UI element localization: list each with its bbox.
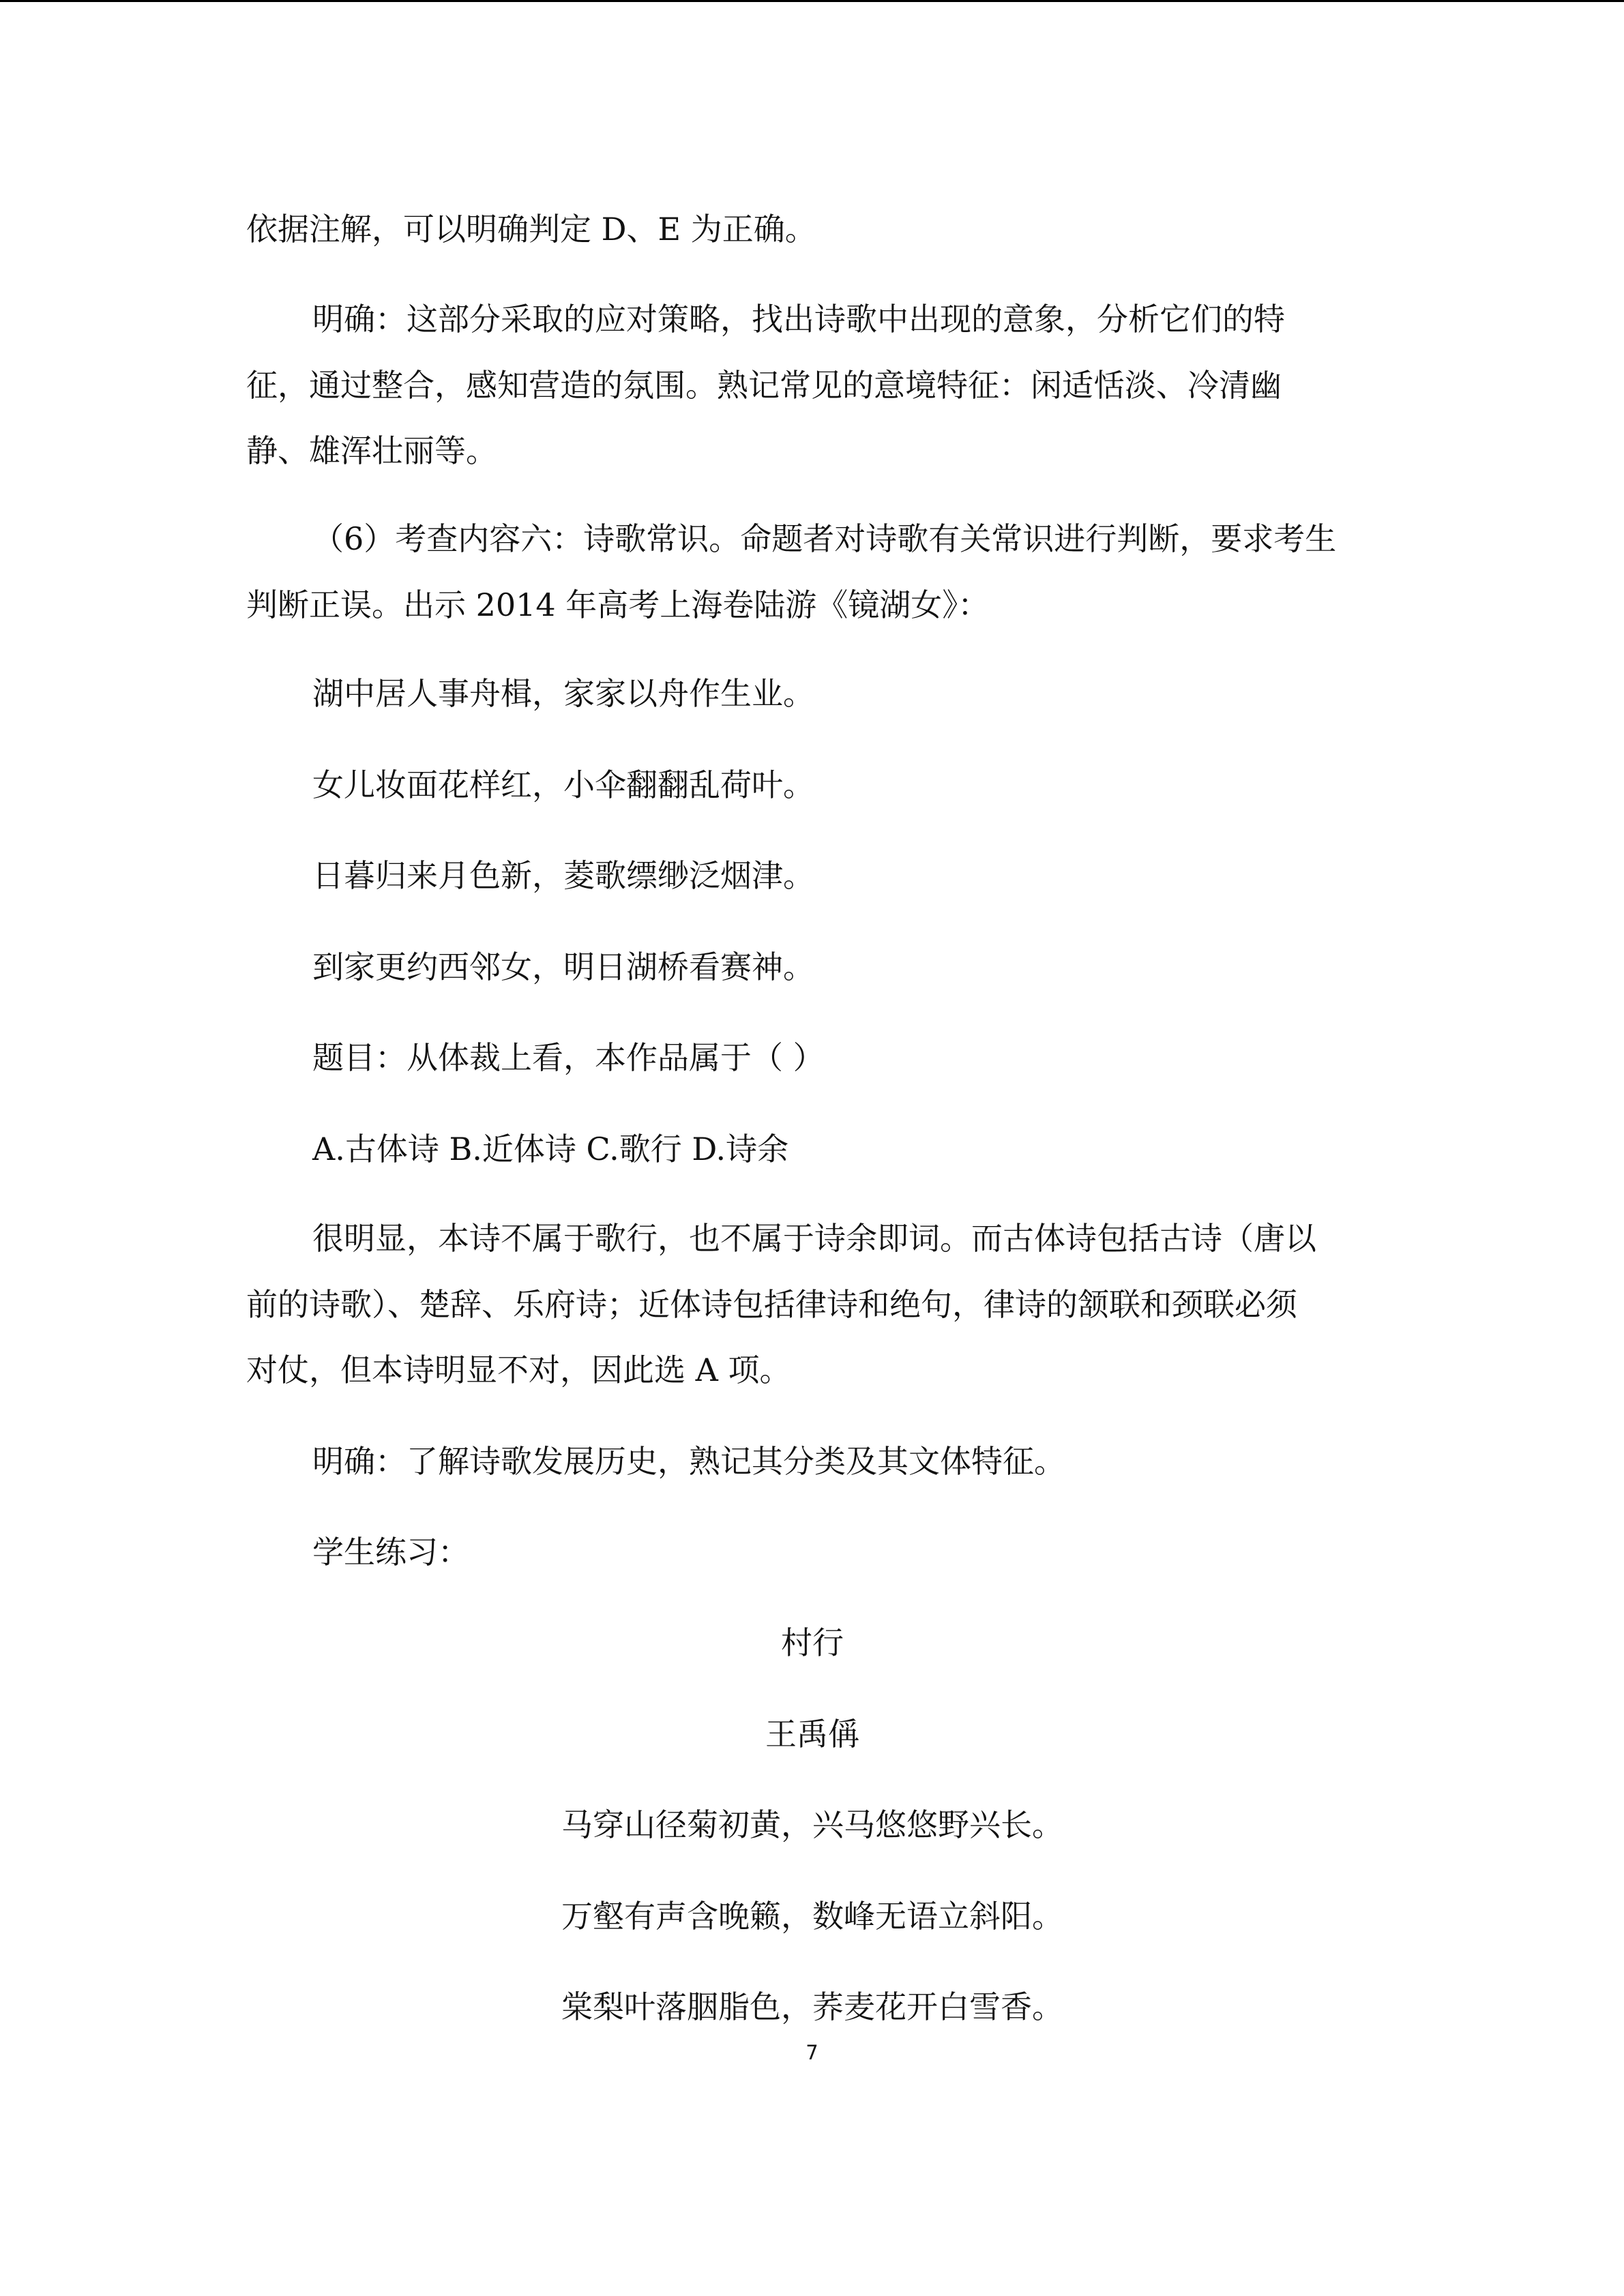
page-number: 7 [806, 2041, 818, 2064]
paragraph-line: 很明显，本诗不属于歌行，也不属于诗余即词。而古体诗包括古诗（唐以 [312, 1220, 1316, 1257]
paragraph-line: 静、雄浑壮丽等。 [246, 432, 497, 469]
question-line: 题目：从体裁上看，本作品属于（ ） [312, 1039, 825, 1076]
paragraph-line: 前的诗歌）、楚辞、乐府诗；近体诗包括律诗和绝句，律诗的颔联和颈联必须 [246, 1286, 1297, 1323]
paragraph-line: 对仗，但本诗明显不对，因此选 A 项。 [246, 1352, 791, 1388]
paragraph-line: 判断正误。出示 2014 年高考上海卷陆游《镜湖女》： [246, 586, 990, 623]
answer-options: A.古体诗 B.近体诗 C.歌行 D.诗余 [312, 1131, 789, 1167]
poem-line: 万壑有声含晚籁，数峰无语立斜阳。 [561, 1898, 1063, 1935]
paragraph-line: 征，通过整合，感知营造的氛围。熟记常见的意境特征：闲适恬淡、冷清幽 [246, 367, 1282, 404]
paragraph-line: 依据注解，可以明确判定 D、E 为正确。 [246, 211, 816, 248]
poem-line: 棠梨叶落胭脂色，荞麦花开白雪香。 [561, 1988, 1063, 2025]
poem-line: 到家更约西邻女，明日湖桥看赛神。 [312, 949, 814, 985]
poem-line: 湖中居人事舟楫，家家以舟作生业。 [312, 675, 814, 712]
poem-title: 村行 [781, 1624, 844, 1661]
poem-line: 日暮归来月色新，菱歌缥缈泛烟津。 [312, 857, 814, 894]
poem-line: 马穿山径菊初黄，兴马悠悠野兴长。 [561, 1806, 1063, 1843]
poem-author: 王禹偁 [765, 1716, 859, 1753]
paragraph-line: （6）考查内容六：诗歌常识。命题者对诗歌有关常识进行判断，要求考生 [312, 520, 1337, 557]
paragraph-line: 明确：了解诗歌发展历史，熟记其分类及其文体特征。 [312, 1443, 1065, 1480]
document-page [246, 0, 1378, 2296]
paragraph-line: 学生练习： [312, 1534, 469, 1570]
poem-line: 女儿妆面花样红，小伞翻翻乱荷叶。 [312, 766, 814, 803]
paragraph-line: 明确：这部分采取的应对策略，找出诗歌中出现的意象，分析它们的特 [312, 301, 1285, 338]
